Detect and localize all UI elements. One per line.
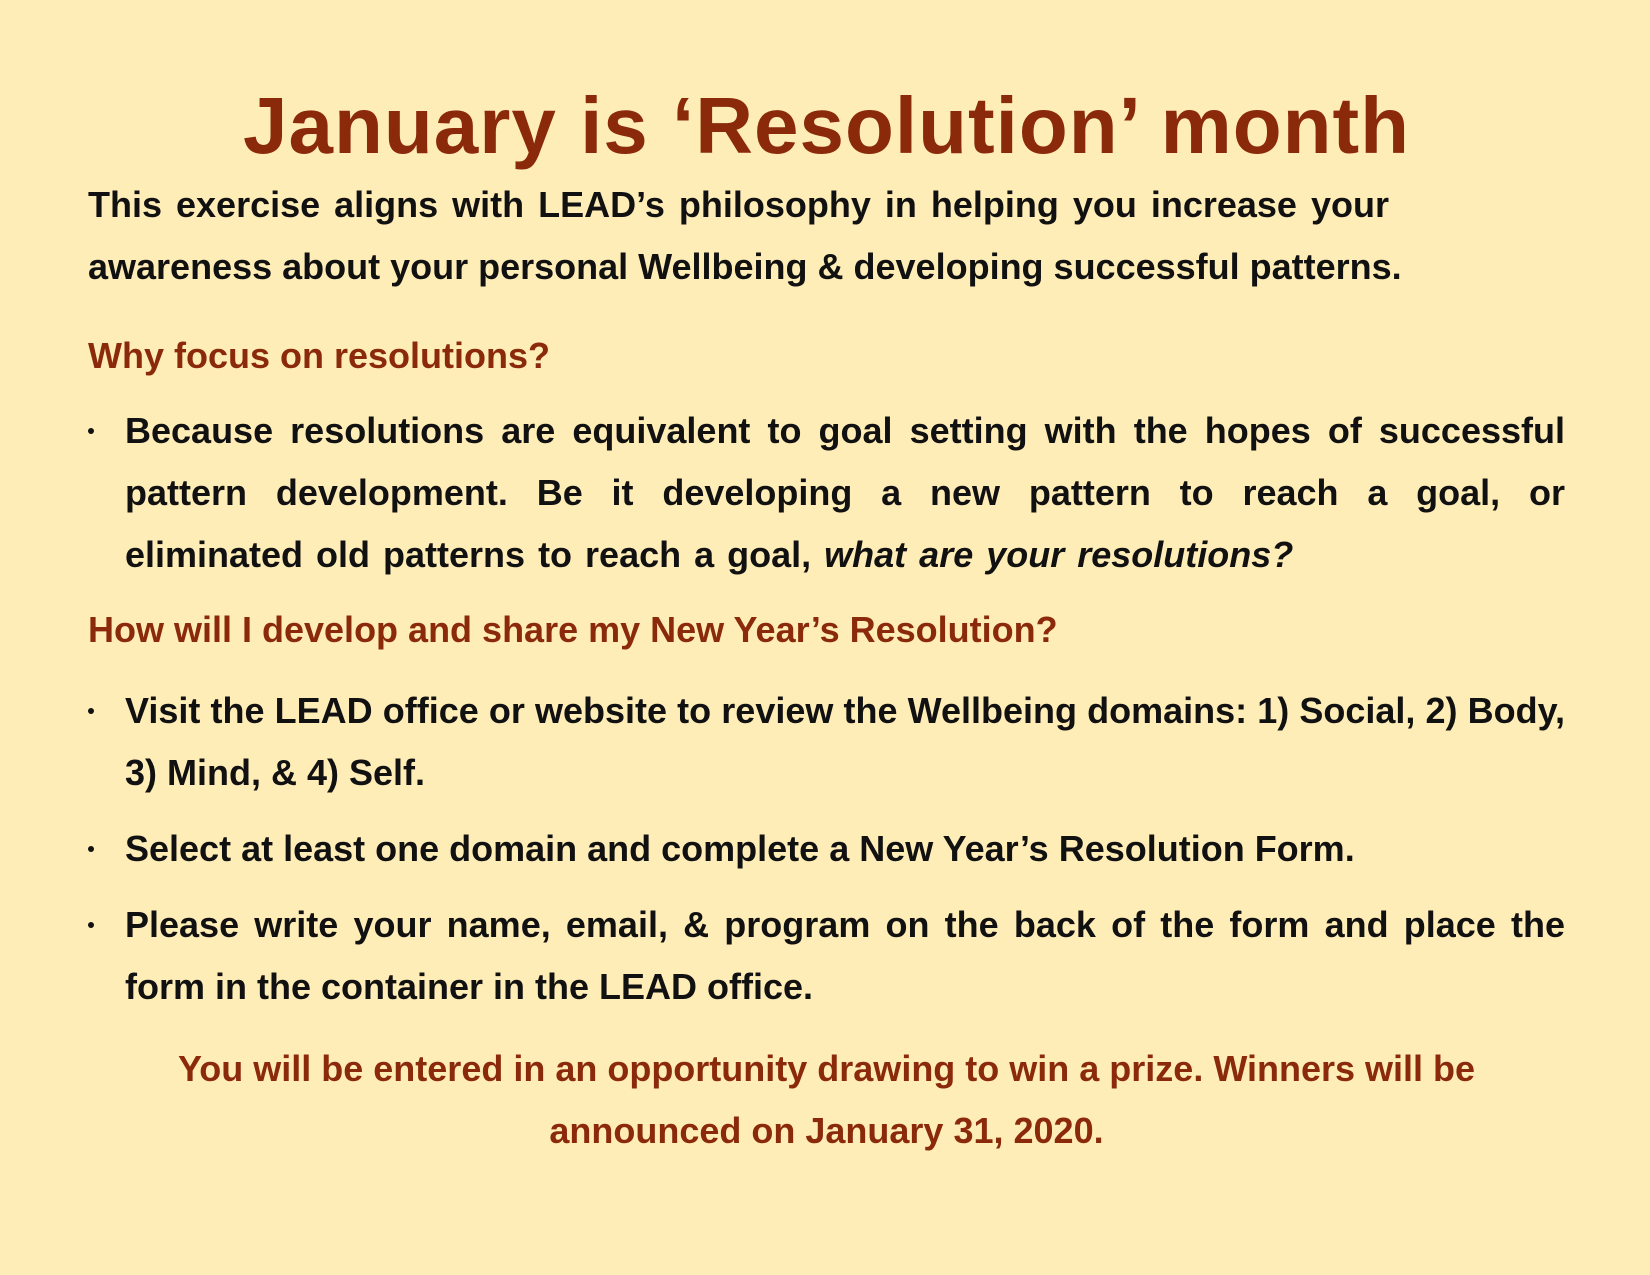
page-title: January is ‘Resolution’ month <box>243 81 1410 170</box>
list-item <box>88 894 1565 1018</box>
flyer <box>88 78 1565 1162</box>
how-bullet-text: Select at least one domain and complete a New Year’s Resolution Form. <box>125 828 1355 869</box>
closing-line-2: announced on January 31, 2020. <box>549 1110 1104 1151</box>
how-bullet-list <box>88 680 1565 1018</box>
bullet-dot-icon <box>88 846 94 852</box>
closing-announcement <box>88 1038 1565 1162</box>
why-bullet-list <box>88 400 1565 586</box>
intro-paragraph <box>88 174 1565 298</box>
bullet-dot-icon <box>88 708 94 714</box>
list-item <box>88 818 1565 880</box>
intro-line-2: awareness about your personal Wellbeing & developing successful patterns. <box>88 246 1402 287</box>
why-bullet-text: Because resolutions are equivalent to goal setting with the hopes of successful pattern development. Be it developing a new pattern to reach a goal, or eliminated old patterns to reach a goal, <box>125 410 1565 575</box>
why-section-heading: Why focus on resolutions? <box>88 335 551 376</box>
how-bullet-text: Visit the LEAD office or website to review the Wellbeing domains: 1) Social, 2) Body, 3) Mind, & 4) Self. <box>125 690 1565 793</box>
intro-line-1: This exercise aligns with LEAD’s philosophy in helping you increase your <box>88 184 1389 225</box>
how-bullet-text: Please write your name, email, & program on the back of the form and place the form in the container in the LEAD office. <box>125 904 1565 1007</box>
closing-line-1: You will be entered in an opportunity drawing to win a prize. Winners will be <box>177 1048 1476 1089</box>
list-item <box>88 400 1565 586</box>
list-item <box>88 680 1565 804</box>
bullet-dot-icon <box>88 428 94 434</box>
why-bullet-question: what are your resolutions? <box>824 534 1294 575</box>
how-section-heading: How will I develop and share my New Year’s Resolution? <box>88 609 1058 650</box>
bullet-dot-icon <box>88 922 94 928</box>
